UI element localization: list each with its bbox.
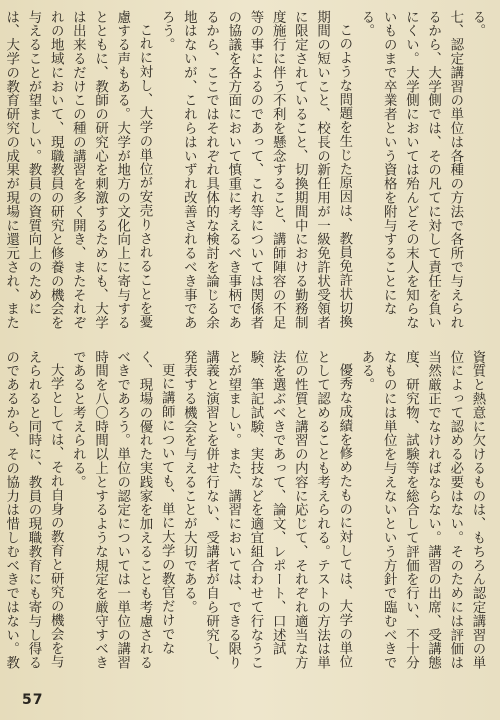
paragraph: このような問題を生じた原因は、教員免許状切換期間の短いこと、校長の新任用が一級免許状受領者に限定されていること、切換期間中における勤務制度施行に伴う不利を懸念すること、講師陣容の不足等の事によるのであって、これ等については関係者の協議を各方面において慎重に考えるべき事柄であるから、ここではそれぞれ具体的な検討を論じる余地はないが、これらはいずれ改善されるべき事であろう。 (159, 10, 352, 330)
paragraph: 優秀な成績を修めたものに対しては、大学の単位として認めることも考えられる。テストの方法は単位の性質と講習の内容に応じて、それぞれ適当な方法を選ぶべきであって、論文、レポート、口述試験、筆記試験、実技などを適宜組合わせて行なうことが望ましい。また、講習においては、できる限り講義と演習とを併せ行ない、受講者が自ら研究し、発表する機会を与えることが大切である。 (181, 350, 352, 670)
paragraph-continuation: 資質と熱意に欠けるものは、もちろん認定講習の単位によって認める必要はない。そのためには評価は当然厳正でなければならない。講習の出席、受講態度、研究物、試験等を総合して評価を行い、不十分なものには単位を与えないという方針で臨むべきである。 (358, 350, 485, 670)
paragraph-continuation: る。 (470, 10, 485, 38)
page-number: 57 (22, 692, 44, 708)
paragraph: 大学としては、それ自身の教育と研究の機会を与えられると同時に、教員の現職教育にも寄与し得るのであるから、その協力は惜しむべきではない。教 (3, 350, 64, 670)
paragraph: 更に講師についても、単に大学の教官だけでなく、現場の優れた実践家を加えることも考慮されるべきであろう。単位の認定については一単位の講習時間を八〇時間以上とするような規定を厳守すべきであると考えられる。 (70, 350, 175, 670)
lower-text-block (3, 350, 488, 680)
upper-text-block (3, 10, 488, 330)
paragraph: これに対し、大学の単位が安売りされることを憂慮する声もある。大学が地方の文化向上に寄与するとともに、教師の研究心を刺激するためにも、大学は出来るだけこの種の講習を多く開き、またそれぞれの地域において、現職教員の研究と修養の機会を与えることが望ましい。教員の資質向上のためには、大学の教育研究の成果が現場に還元され、また (3, 10, 152, 330)
section-heading-seven: 七、認定講習の単位は各種の方法で各所で与えられるから、大学側では、その凡てに対して責任を負いにくい。大学側においては殆んどその末人を知らないものまで卒業者という資格を附与することになる。 (358, 10, 463, 330)
